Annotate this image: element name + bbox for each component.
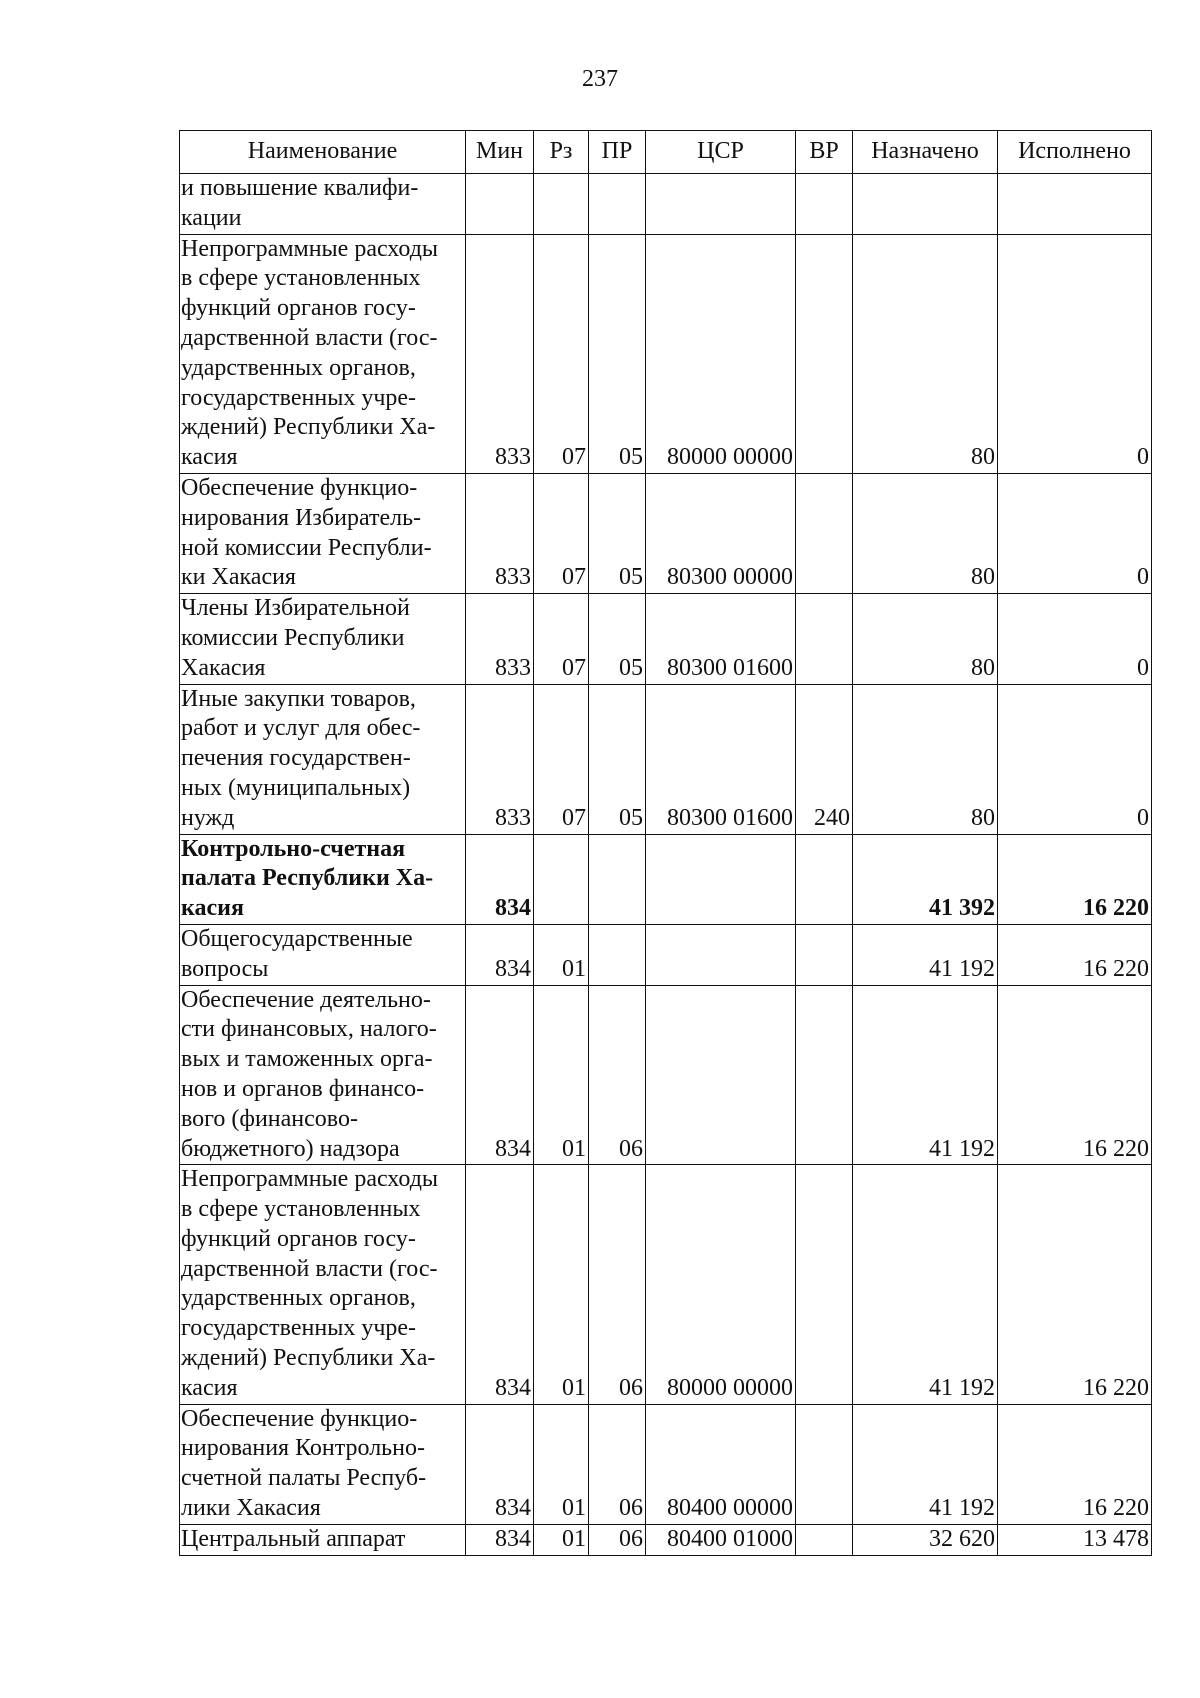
cell-min: 834 [466, 924, 534, 985]
cell-pr: 05 [589, 684, 646, 834]
table-header-row [180, 131, 1152, 174]
cell-pr: 06 [589, 1165, 646, 1404]
cell-name [180, 924, 466, 985]
budget-table [179, 130, 1152, 1556]
cell-pr [589, 174, 646, 235]
cell-name-line: Непрограммные расходы [181, 235, 439, 262]
cell-assigned: 41 192 [853, 1404, 998, 1524]
cell-csr: 80300 01600 [646, 594, 796, 684]
cell-name-line: и повышение квалифи- [181, 175, 419, 201]
cell-vr [796, 834, 853, 924]
cell-name-line: дарственной власти (гос- [181, 1255, 438, 1282]
cell-rz: 01 [534, 1404, 589, 1524]
cell-executed: 16 220 [998, 1404, 1152, 1524]
column-header-assigned: Назначено [853, 131, 998, 174]
cell-min: 834 [466, 985, 534, 1165]
cell-pr: 06 [589, 985, 646, 1165]
table-row [180, 1524, 1152, 1555]
cell-executed: 0 [998, 473, 1152, 593]
cell-csr: 80000 00000 [646, 234, 796, 473]
table-row [180, 594, 1152, 684]
cell-csr [646, 985, 796, 1165]
cell-name-line: в сфере установленных [181, 1196, 421, 1223]
cell-vr [796, 174, 853, 235]
cell-rz: 01 [534, 985, 589, 1165]
table-row [180, 985, 1152, 1165]
cell-pr [589, 924, 646, 985]
cell-name-line: палата Республики Ха- [181, 865, 434, 892]
cell-assigned: 80 [853, 234, 998, 473]
cell-assigned: 41 192 [853, 1165, 998, 1404]
table-row [180, 174, 1152, 235]
cell-name-line: вого (финансово- [181, 1105, 358, 1132]
cell-name-line: сти финансовых, налого- [181, 1016, 437, 1043]
cell-name-line: ждений) Республики Ха- [181, 1345, 436, 1372]
cell-name-line: печения государствен- [181, 745, 411, 772]
cell-name [180, 985, 466, 1165]
cell-vr [796, 1404, 853, 1524]
cell-name-line: кации [181, 204, 242, 231]
cell-executed: 0 [998, 594, 1152, 684]
cell-min: 834 [466, 1165, 534, 1404]
table-row [180, 234, 1152, 473]
cell-name-line: нирования Избиратель- [181, 504, 422, 531]
cell-name-line: бюджетного) надзора [181, 1135, 400, 1162]
cell-executed: 16 220 [998, 985, 1152, 1165]
cell-rz: 01 [534, 1165, 589, 1404]
cell-pr [589, 834, 646, 924]
cell-rz: 07 [534, 234, 589, 473]
cell-name-line: Обеспечение деятельно- [181, 986, 431, 1013]
cell-name-line: ждений) Республики Ха- [181, 414, 436, 441]
cell-vr [796, 1165, 853, 1404]
cell-vr [796, 594, 853, 684]
cell-vr [796, 985, 853, 1165]
cell-min: 834 [466, 834, 534, 924]
cell-vr [796, 924, 853, 985]
cell-rz: 07 [534, 594, 589, 684]
cell-name [180, 234, 466, 473]
cell-min [466, 174, 534, 235]
table-row [180, 684, 1152, 834]
cell-name-line: Иные закупки товаров, [181, 685, 416, 712]
cell-csr [646, 174, 796, 235]
cell-name [180, 1404, 466, 1524]
cell-name-line: Общегосударственные [181, 925, 413, 952]
cell-name-line: нов и органов финансо- [181, 1075, 425, 1102]
cell-executed: 16 220 [998, 834, 1152, 924]
page-number: 237 [582, 66, 618, 92]
cell-pr: 05 [589, 594, 646, 684]
cell-vr [796, 234, 853, 473]
cell-name [180, 1524, 466, 1555]
cell-name-line: работ и услуг для обес- [181, 715, 421, 742]
cell-name-line: ки Хакасия [181, 564, 296, 591]
column-header-executed: Исполнено [998, 131, 1152, 174]
cell-name-line: вых и таможенных орга- [181, 1046, 433, 1073]
column-header-vr: ВР [796, 131, 853, 174]
cell-name-line: ударственных органов, [181, 1285, 416, 1312]
table-row [180, 834, 1152, 924]
cell-csr: 80000 00000 [646, 1165, 796, 1404]
cell-name-line: счетной палаты Респуб- [181, 1465, 427, 1492]
cell-assigned: 41 392 [853, 834, 998, 924]
cell-executed [998, 174, 1152, 235]
column-header-name: Наименование [180, 131, 466, 174]
cell-csr: 80300 00000 [646, 473, 796, 593]
cell-executed: 0 [998, 684, 1152, 834]
cell-assigned: 32 620 [853, 1524, 998, 1555]
cell-name-line: касия [181, 895, 244, 922]
cell-name-line: лики Хакасия [181, 1495, 321, 1522]
cell-name [180, 473, 466, 593]
cell-name [180, 684, 466, 834]
cell-pr: 06 [589, 1404, 646, 1524]
cell-name-line: Центральный аппарат [181, 1525, 406, 1552]
table-row [180, 473, 1152, 593]
cell-name-line: Непрограммные расходы [181, 1166, 439, 1193]
cell-name-line: Члены Избирательной [181, 595, 410, 622]
cell-min: 833 [466, 594, 534, 684]
cell-name-line: вопросы [181, 955, 269, 982]
cell-csr [646, 834, 796, 924]
cell-min: 833 [466, 684, 534, 834]
cell-name-line: Контрольно-счетная [181, 835, 406, 862]
cell-assigned: 41 192 [853, 985, 998, 1165]
cell-assigned [853, 174, 998, 235]
cell-rz: 07 [534, 684, 589, 834]
cell-name-line: государственных учре- [181, 1315, 417, 1342]
column-header-csr: ЦСР [646, 131, 796, 174]
cell-name-line: Хакасия [181, 654, 266, 681]
cell-name-line: ных (муниципальных) [181, 774, 411, 801]
cell-pr: 05 [589, 234, 646, 473]
cell-name-line: в сфере установленных [181, 265, 421, 292]
cell-name-line: дарственной власти (гос- [181, 324, 438, 351]
cell-name-line: ударственных органов, [181, 354, 416, 381]
cell-name-line: комиссии Республики [181, 624, 405, 651]
cell-csr: 80300 01600 [646, 684, 796, 834]
table-row [180, 924, 1152, 985]
cell-assigned: 80 [853, 684, 998, 834]
cell-vr [796, 1524, 853, 1555]
cell-rz: 01 [534, 1524, 589, 1555]
cell-rz [534, 174, 589, 235]
cell-name [180, 1165, 466, 1404]
cell-min: 834 [466, 1524, 534, 1555]
column-header-min: Мин [466, 131, 534, 174]
cell-name-line: нужд [181, 804, 235, 831]
cell-name-line: функций органов госу- [181, 295, 416, 322]
cell-executed: 16 220 [998, 924, 1152, 985]
column-header-pr: ПР [589, 131, 646, 174]
cell-executed: 0 [998, 234, 1152, 473]
cell-name [180, 174, 466, 235]
table-body [180, 174, 1152, 1556]
cell-csr: 80400 01000 [646, 1524, 796, 1555]
cell-assigned: 41 192 [853, 924, 998, 985]
cell-name-line: функций органов госу- [181, 1225, 416, 1252]
cell-rz [534, 834, 589, 924]
cell-name-line: касия [181, 1374, 238, 1401]
cell-name-line: Обеспечение функцио- [181, 474, 418, 501]
column-header-rz: Рз [534, 131, 589, 174]
cell-vr: 240 [796, 684, 853, 834]
cell-name [180, 834, 466, 924]
cell-rz: 01 [534, 924, 589, 985]
cell-executed: 16 220 [998, 1165, 1152, 1404]
cell-executed: 13 478 [998, 1524, 1152, 1555]
cell-pr: 05 [589, 473, 646, 593]
table-row [180, 1165, 1152, 1404]
cell-assigned: 80 [853, 594, 998, 684]
cell-csr [646, 924, 796, 985]
cell-name-line: Обеспечение функцио- [181, 1405, 418, 1432]
cell-name-line: ной комиссии Республи- [181, 534, 432, 561]
cell-name-line: касия [181, 444, 238, 471]
cell-name [180, 594, 466, 684]
cell-vr [796, 473, 853, 593]
cell-rz: 07 [534, 473, 589, 593]
cell-min: 833 [466, 473, 534, 593]
cell-csr: 80400 00000 [646, 1404, 796, 1524]
cell-min: 834 [466, 1404, 534, 1524]
cell-min: 833 [466, 234, 534, 473]
cell-pr: 06 [589, 1524, 646, 1555]
cell-name-line: нирования Контрольно- [181, 1435, 425, 1462]
cell-assigned: 80 [853, 473, 998, 593]
cell-name-line: государственных учре- [181, 384, 417, 411]
table-row [180, 1404, 1152, 1524]
